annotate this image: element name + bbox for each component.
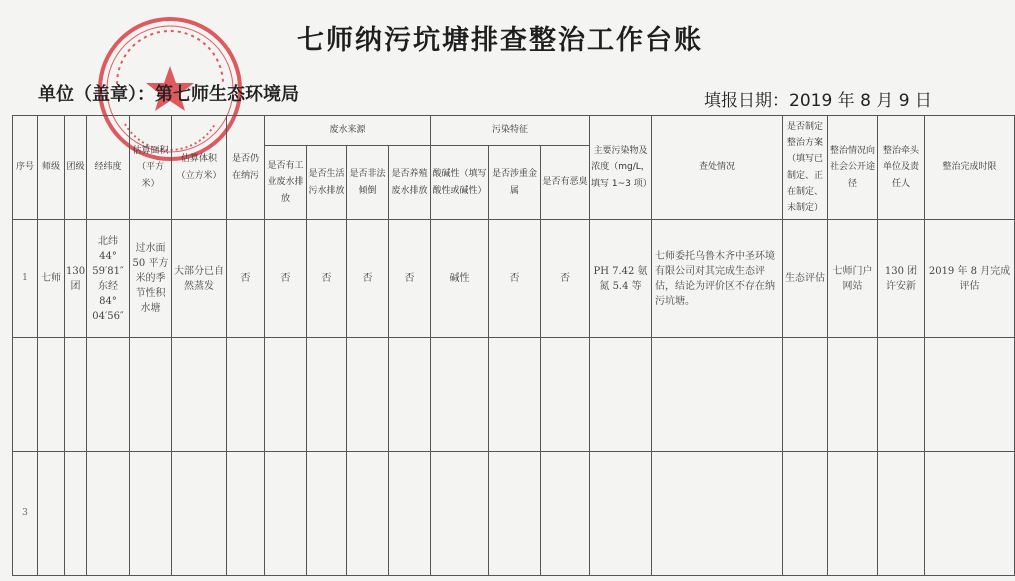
table-row: [13, 220, 1015, 338]
header-findings: 查处情况: [652, 116, 783, 220]
header-publicized: 整治情况向社会公开途径: [828, 116, 878, 220]
header-heavy-metal: 是否涉重金属: [489, 146, 541, 220]
cell-seq: 3: [13, 452, 38, 576]
cell-industrial: 否: [265, 220, 307, 338]
header-odor: 是否有恶臭: [541, 146, 590, 220]
cell-publicized: 七师门户网站: [828, 220, 878, 338]
cell-still-receiving: 否: [227, 220, 265, 338]
cell-division: 七师: [38, 220, 65, 338]
cell-regiment: 130 团: [65, 220, 87, 338]
header-regiment: 团级: [65, 116, 87, 220]
header-volume: 估算体积（立方米）: [172, 116, 227, 220]
cell-heavy-metal: 否: [489, 220, 541, 338]
header-pollution-features: 污染特征: [431, 116, 590, 146]
cell-coords: 北纬 44° 59′81″ 东经 84° 04′56″: [87, 220, 130, 338]
header-division: 师级: [38, 116, 65, 220]
header-illegal-dump: 是否非法倾倒: [347, 146, 389, 220]
cell-illegal-dump: 否: [347, 220, 389, 338]
cell-findings: 七师委托乌鲁木齐中圣环境有限公司对其完成生态评估，结论为评价区不存在纳污坑塘。: [652, 220, 783, 338]
table-row: [13, 338, 1015, 452]
header-industrial: 是否有工业废水排放: [265, 146, 307, 220]
cell-seq: 1: [13, 220, 38, 338]
header-row-top: [13, 116, 1015, 146]
header-acid-base: 酸碱性（填写酸性或碱性）: [431, 146, 489, 220]
cell-odor: 否: [541, 220, 590, 338]
unit-label: 单位（盖章）：第七师生态环境局: [38, 84, 299, 105]
ledger-title: 七师纳污坑塘排查整治工作台账: [297, 25, 703, 56]
cell-area: 过水面 50 平方米的季节性积水塘: [130, 220, 172, 338]
cell-acid-base: 碱性: [431, 220, 489, 338]
header-wastewater-source: 废水来源: [265, 116, 431, 146]
header-seq: 序号: [13, 116, 38, 220]
header-plan: 是否制定整治方案（填写已制定、正在制定、未制定）: [783, 116, 828, 220]
cell-deadline: 2019 年 8 月完成评估: [925, 220, 1015, 338]
header-still-receiving: 是否仍在纳污: [227, 116, 265, 220]
header-livestock: 是否养殖废水排放: [389, 146, 431, 220]
table-row: [13, 452, 1015, 576]
cell-responsible: 130 团 许安新: [878, 220, 925, 338]
cell-livestock: 否: [389, 220, 431, 338]
cell-volume: 大部分已自然蒸发: [172, 220, 227, 338]
header-responsible: 整治牵头单位及责任人: [878, 116, 925, 220]
header-deadline: 整治完成时限: [925, 116, 1015, 220]
ledger-table: [12, 115, 1015, 576]
header-main-pollutant: 主要污染物及浓度（mg/L，填写 1~3 项）: [590, 116, 652, 220]
cell-main-pollutant: PH 7.42 氨氮 5.4 等: [590, 220, 652, 338]
header-area: 估算面积（平方米）: [130, 116, 172, 220]
cell-seq: [13, 338, 38, 452]
header-coords: 经纬度: [87, 116, 130, 220]
cell-domestic: 否: [307, 220, 347, 338]
header-domestic: 是否生活污水排放: [307, 146, 347, 220]
fill-date: 填报日期：2019 年 8 月 9 日: [704, 91, 932, 111]
cell-plan: 生态评估: [783, 220, 828, 338]
